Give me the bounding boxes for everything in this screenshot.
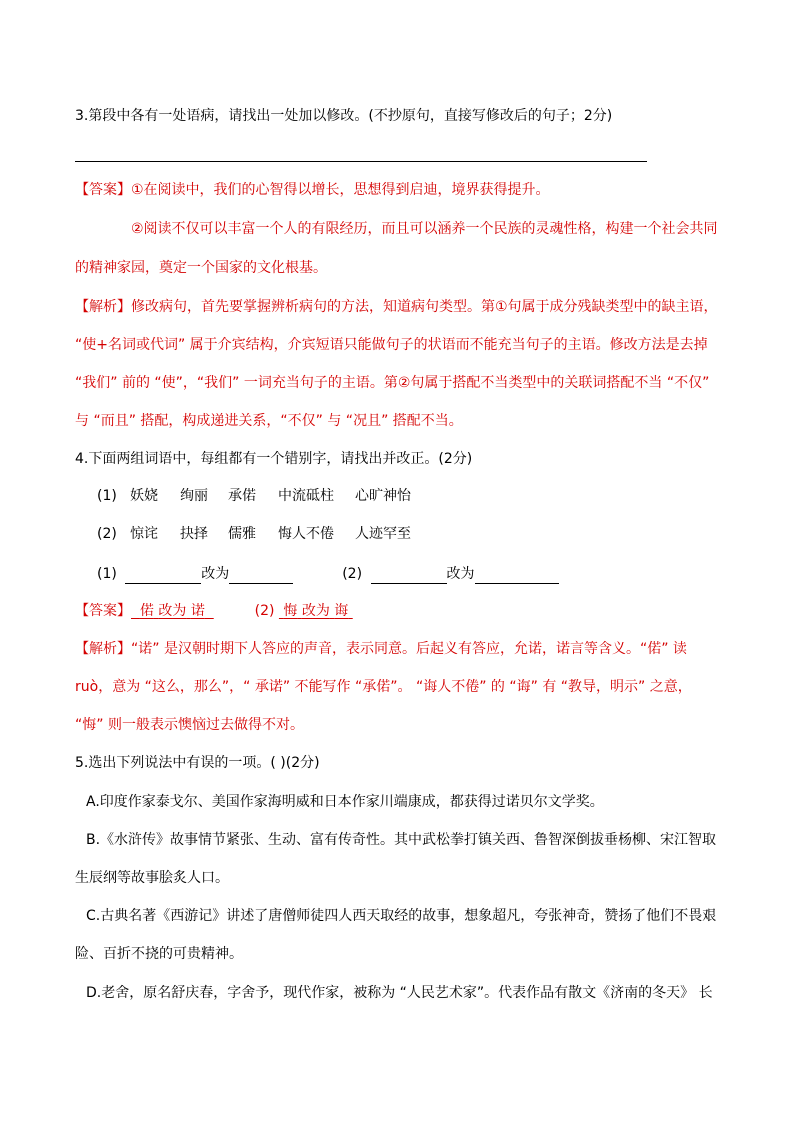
q5-question: 5.选出下列说法中有误的一项。( )(2分) <box>75 755 320 771</box>
answer-tag: 【答案】 <box>75 603 131 619</box>
q4-group-2 <box>97 524 411 544</box>
q4-question: 4.下面两组词语中，每组都有一个错别字，请找出并改正。(2分) <box>75 451 473 467</box>
answer-2: 悔 改为 诲 <box>283 603 349 619</box>
word: 妖娆 <box>130 488 158 504</box>
q3-analysis-2: “使+名词或代词” 属于介宾结构，介宾短语只能做句子的状语而不能充当句子的主语。修改方法是去掉 <box>75 337 708 353</box>
group-number: (2) <box>97 526 117 542</box>
q3-analysis-3: “我们” 前的 “使”，“我们” 一词充当句子的主语。第②句属于搭配不当类型中的关联词搭配不当 “不仅” <box>75 375 710 391</box>
blank-number: (1) <box>97 566 117 582</box>
q5-option-c-line2: 险、百折不挠的可贵精神。 <box>75 946 243 962</box>
word: 抉择 <box>180 526 208 542</box>
q3-question: 3.第段中各有一处语病，请找出一处加以修改。(不抄原句，直接写修改后的句子；2分) <box>75 108 613 124</box>
word: 惊诧 <box>130 526 158 542</box>
blank-2-right[interactable] <box>475 567 559 584</box>
word: 儒雅 <box>228 526 256 542</box>
group-number: (1) <box>97 488 117 504</box>
word: 悔人不倦 <box>278 526 334 542</box>
q3-answer-2b: 的精神家园，奠定一个国家的文化根基。 <box>75 260 327 276</box>
q3-analysis-1: 修改病句，首先要掌握辨析病句的方法，知道病句类型。第①句属于成分残缺类型中的缺主语， <box>131 299 718 315</box>
word: 心旷神怡 <box>355 488 411 504</box>
q3-answer <box>75 180 550 200</box>
blank-1-right[interactable] <box>229 567 293 584</box>
q3-answer-2a: ②阅读不仅可以丰富一个人的有限经历，而且可以涵养一个民族的灵魂性格，构建一个社会共同 <box>131 221 718 237</box>
q3-analysis-4: 与 “而且” 搭配，构成递进关系，“不仅” 与 “况且” 搭配不当。 <box>75 413 463 429</box>
q3-answer-1: ①在阅读中，我们的心智得以增长，思想得到启迪，境界获得提升。 <box>131 182 550 198</box>
word: 承偌 <box>228 488 256 504</box>
q5-option-b-line2: 生辰纲等故事脍炙人口。 <box>75 870 229 886</box>
analysis-tag: 【解析】 <box>75 299 131 315</box>
blank-number: (2) <box>342 566 363 582</box>
analysis-tag: 【解析】 <box>75 641 131 657</box>
q5-option-d-line1: D.老舍，原名舒庆春，字舍予，现代作家，被称为 “人民艺术家”。代表作品有散文《济南的冬天》 长 <box>86 985 713 1001</box>
answer-tag: 【答案】 <box>75 182 131 198</box>
q5-option-c-line1: C.古典名著《西游记》讲述了唐僧师徒四人西天取经的故事，想象超凡，夸张神奇，赞扬了他们不畏艰 <box>86 908 717 924</box>
q5-option-a: A.印度作家泰戈尔、美国作家海明威和日本作家川端康成，都获得过诺贝尔文学奖。 <box>86 794 604 810</box>
blank-change-text: 改为 <box>201 566 230 582</box>
q4-analysis <box>75 639 687 659</box>
word: 人迹罕至 <box>355 526 411 542</box>
word: 中流砥柱 <box>278 488 334 504</box>
blank-change-text: 改为 <box>446 566 475 582</box>
q4-analysis-1: “诺” 是汉朝时期下人答应的声音，表示同意。后起义有答应，允诺，诺言等含义。“偌” 读 <box>131 641 687 657</box>
q4-answer <box>75 601 353 621</box>
q4-group-1 <box>97 486 411 506</box>
q3-analysis <box>75 297 718 317</box>
blank-2-wrong[interactable] <box>371 567 447 584</box>
q4-analysis-3: “悔” 则一般表示懊恼过去做得不对。 <box>75 717 304 733</box>
q3-answer-line <box>75 161 647 162</box>
blank-1-wrong[interactable] <box>125 567 201 584</box>
q4-analysis-2: ruò，意为 “这么，那么”，“ 承诺” 不能写作 “承偌”。 “诲人不倦” 的 “诲” 有 “教导，明示” 之意， <box>75 679 692 695</box>
q5-option-b-line1: B.《水浒传》故事情节紧张、生动、富有传奇性。其中武松拳打镇关西、鲁智深倒拔垂杨柳、宋江智取 <box>86 832 717 848</box>
answer-1: 偌 改为 诺 <box>139 603 205 619</box>
word: 绚丽 <box>180 488 208 504</box>
q4-fill-blanks <box>97 564 559 584</box>
answer-2-number: (2) <box>254 603 275 619</box>
